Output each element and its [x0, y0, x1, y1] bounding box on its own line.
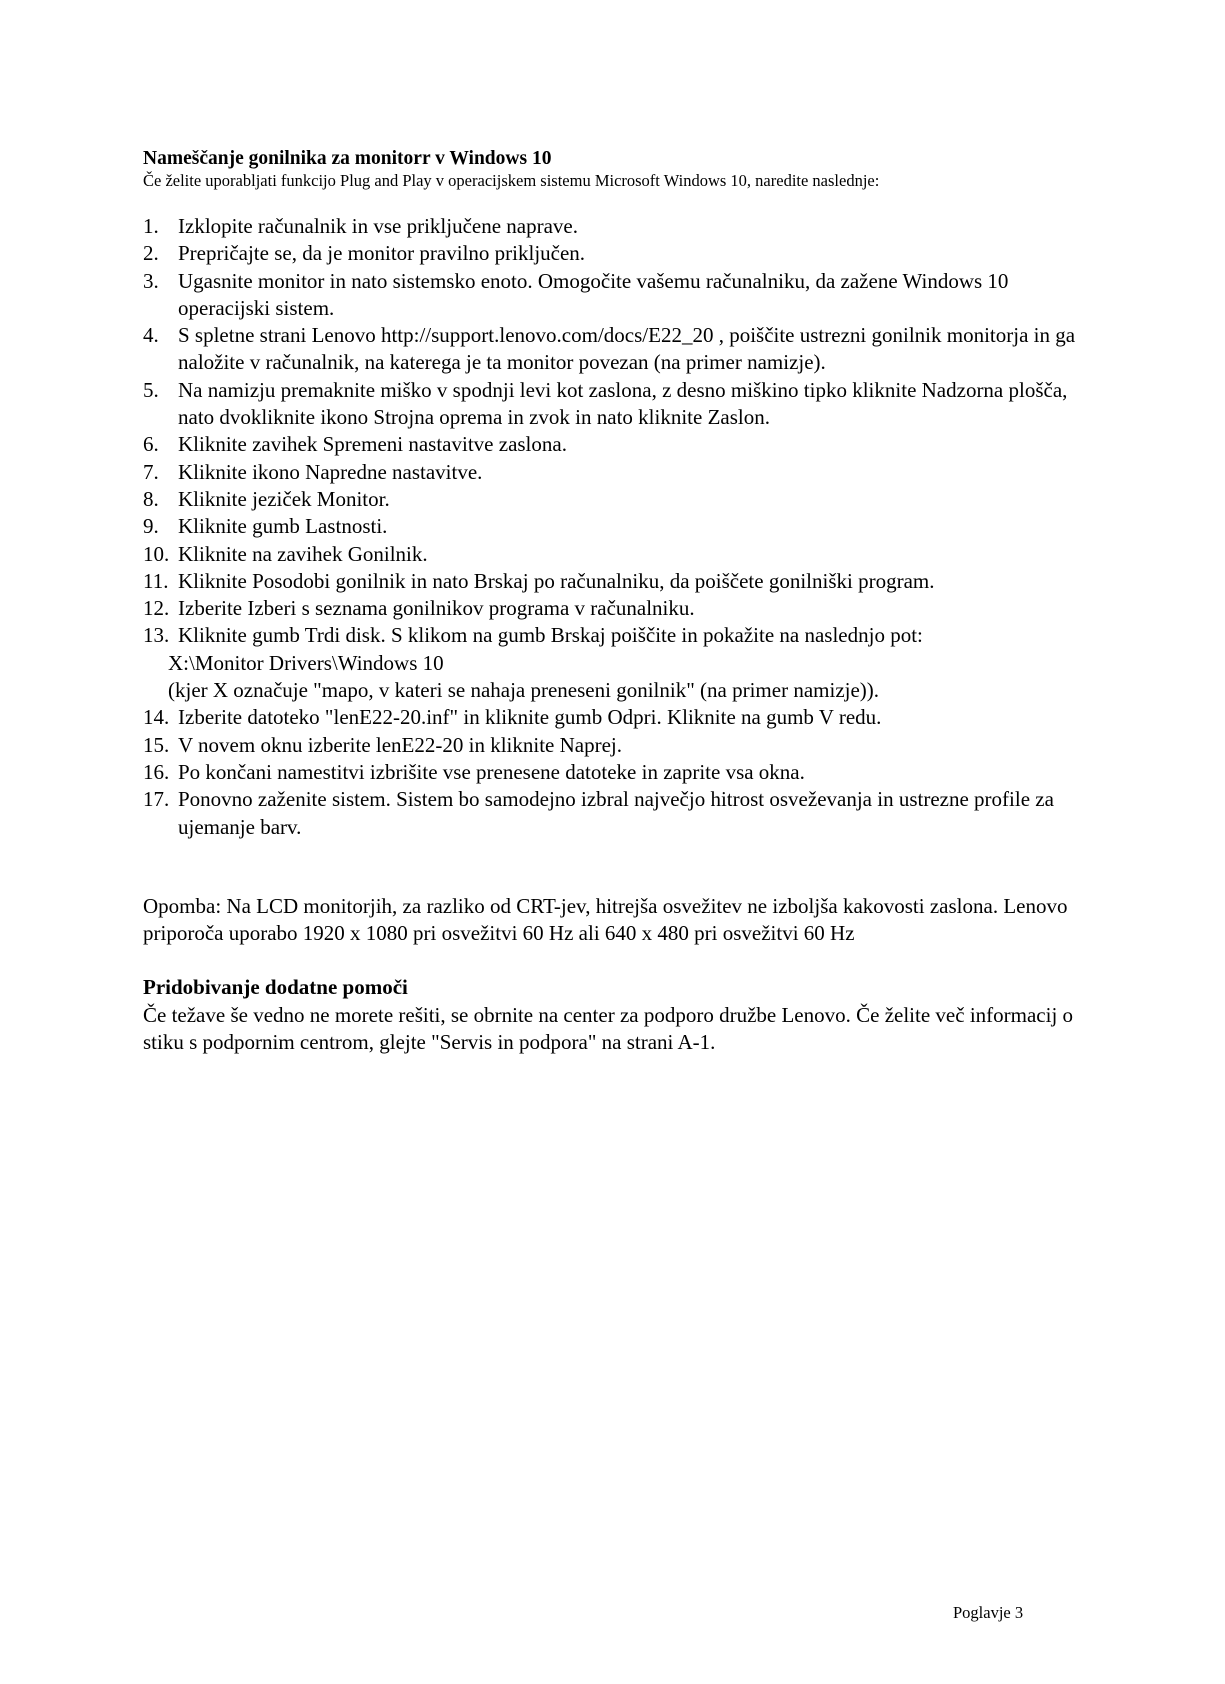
list-item [143, 568, 1083, 595]
list-item [143, 513, 1083, 540]
step-text: Na namizju premaknite miško v spodnji levi kot zaslona, z desno miškino tipko kliknite Nadzorna plošča, nato dvokliknite ikono Strojna oprema in zvok in nato kliknite Zaslon. [178, 377, 1068, 430]
step-text: Kliknite zavihek Spremeni nastavitve zaslona. [178, 432, 567, 457]
help-title: Pridobivanje dodatne pomoči [143, 974, 408, 999]
step-number: 17. [143, 787, 170, 812]
step-text: S spletne strani Lenovo http://support.lenovo.com/docs/E22_20 , poiščite ustrezni gonilnik monitorja in ga naložite v računalnik, na katerega je ta monitor povezan (na primer namizje). [178, 323, 1076, 375]
step-number: 1. [143, 214, 159, 238]
step-text: Kliknite Posodobi gonilnik in nato Brskaj po računalniku, da poiščete gonilniški program. [178, 568, 935, 593]
list-item [143, 486, 1083, 513]
step-number: 3. [143, 268, 159, 293]
step-text: Ponovno zaženite sistem. Sistem bo samodejno izbral največjo hitrost osveževanja in ustrezne profile za ujemanje barv. [178, 787, 1054, 839]
step-number: 13. [143, 623, 170, 648]
list-item [143, 732, 1083, 759]
step-text: Izberite datoteko "lenE22-20.inf" in kliknite gumb Odpri. Kliknite na gumb V redu. [178, 705, 882, 730]
step-number: 15. [143, 732, 170, 757]
step-text: Kliknite gumb Trdi disk. S klikom na gumb Brskaj poiščite in pokažite na naslednjo pot: [178, 623, 923, 648]
list-item [143, 704, 1083, 731]
list-item [143, 622, 1083, 704]
list-item [143, 459, 1083, 486]
step-number: 6. [143, 432, 159, 457]
path-explanation: (kjer X označuje "mapo, v kateri se nahaja preneseni gonilnik" (na primer namizje)). [168, 678, 880, 703]
list-item [143, 541, 1083, 568]
step-number: 2. [143, 241, 159, 266]
list-item [143, 268, 1083, 323]
page-content [143, 148, 1083, 1057]
step-text: Izberite Izberi s seznama gonilnikov programa v računalniku. [178, 596, 695, 621]
page-footer: Poglavje 3 [953, 1603, 1024, 1622]
list-item [143, 595, 1083, 622]
steps-list [143, 213, 1083, 841]
driver-path: X:\Monitor Drivers\Windows 10 [168, 650, 444, 675]
step-number: 11. [143, 568, 169, 593]
list-item [143, 377, 1083, 432]
step-number: 8. [143, 486, 159, 511]
list-item [143, 322, 1083, 377]
step-text: Izklopite računalnik in vse priključene naprave. [178, 214, 579, 238]
step-number: 10. [143, 541, 170, 566]
help-text: Če težave še vedno ne morete rešiti, se obrnite na center za podporo družbe Lenovo. Če želite več informacij o stiku s podpornim centrom, glejte "Servis in podpora" na strani A-1. [143, 1002, 1074, 1055]
list-item [143, 240, 1083, 267]
list-item [143, 213, 1083, 240]
step-text: Kliknite gumb Lastnosti. [178, 514, 388, 539]
step-text: Po končani namestitvi izbrišite vse prenesene datoteke in zaprite vsa okna. [178, 759, 805, 784]
step-text: Kliknite ikono Napredne nastavitve. [178, 459, 483, 484]
list-item [143, 431, 1083, 458]
step-number: 4. [143, 323, 159, 348]
step-number: 7. [143, 459, 159, 484]
step-number: 5. [143, 377, 159, 402]
step-number: 16. [143, 759, 170, 784]
step-number: 14. [143, 705, 170, 730]
step-number: 9. [143, 514, 159, 539]
step-text: Prepričajte se, da je monitor pravilno priključen. [178, 241, 586, 266]
step-text: Kliknite jeziček Monitor. [178, 486, 390, 511]
list-item [143, 786, 1083, 841]
list-item [143, 759, 1083, 786]
note-text: Opomba: Na LCD monitorjih, za razliko od CRT-jev, hitrejša osvežitev ne izboljša kakovosti zaslona. Lenovo priporoča uporabo 1920 x 1080 pri osvežitvi 60 Hz ali 640 x 480 pri osvežitvi 60 Hz [143, 893, 1068, 946]
step-number: 12. [143, 596, 170, 621]
step-text: Ugasnite monitor in nato sistemsko enoto. Omogočite vašemu računalniku, da zažene Windows 10 operacijski sistem. [178, 268, 1009, 320]
section-title: Nameščanje gonilnika za monitorr v Windows 10 [143, 148, 552, 169]
step-text: V novem oknu izberite lenE22-20 in kliknite Naprej. [178, 732, 623, 757]
step-text: Kliknite na zavihek Gonilnik. [178, 541, 428, 566]
intro-text: Če želite uporabljati funkcijo Plug and Play v operacijskem sistemu Microsoft Windows 10, naredite naslednje: [143, 171, 880, 190]
